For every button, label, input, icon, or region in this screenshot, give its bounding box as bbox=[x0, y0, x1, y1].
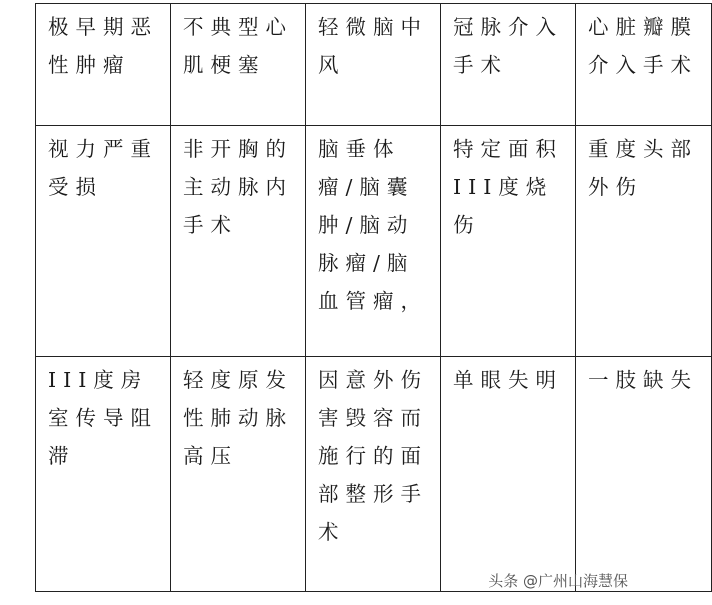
table-cell: 轻度原发性肺动脉高压 bbox=[171, 357, 306, 592]
table-row bbox=[36, 357, 712, 592]
table-cell: 重度头部外伤 bbox=[576, 126, 712, 357]
table-cell: 轻微脑中风 bbox=[306, 4, 441, 126]
table-cell: 视力严重受损 bbox=[36, 126, 171, 357]
table-cell: III度房室传导阻滞 bbox=[36, 357, 171, 592]
table-cell: 一肢缺失 bbox=[576, 357, 712, 592]
watermark: 头条 @广州山海慧保 bbox=[488, 572, 628, 590]
table-cell: 冠脉介入手术 bbox=[441, 4, 576, 126]
table-cell: 非开胸的主动脉内手术 bbox=[171, 126, 306, 357]
table-cell: 脑垂体瘤/脑囊肿/脑动脉瘤/脑血管瘤， bbox=[306, 126, 441, 357]
table-cell: 极早期恶性肿瘤 bbox=[36, 4, 171, 126]
table-cell: 因意外伤害毁容而施行的面部整形手术 bbox=[306, 357, 441, 592]
table-cell: 单眼失明 bbox=[441, 357, 576, 592]
table-row bbox=[36, 126, 712, 357]
table-cell: 不典型心肌梗塞 bbox=[171, 4, 306, 126]
table-cell: 特定面积III度烧伤 bbox=[441, 126, 576, 357]
disease-table bbox=[35, 3, 712, 592]
table-row bbox=[36, 4, 712, 126]
table-cell: 心脏瓣膜介入手术 bbox=[576, 4, 712, 126]
